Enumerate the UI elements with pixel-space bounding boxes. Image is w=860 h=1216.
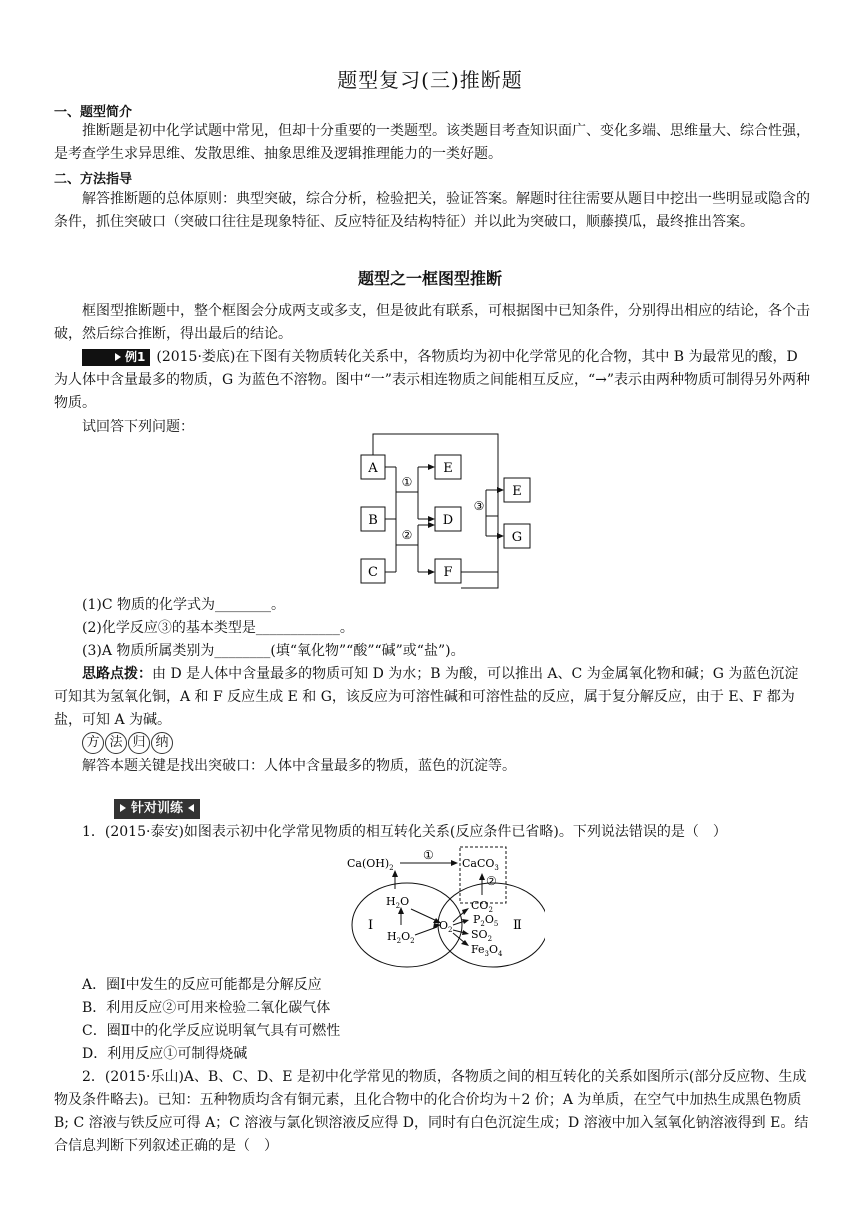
method-char: 归 <box>128 732 150 754</box>
label-p2o5: $P_2O_5$ <box>473 913 499 928</box>
triangle-icon <box>115 353 121 361</box>
example-q2: (2)化学反应③的基本类型是____________。 <box>82 620 354 636</box>
label-reaction-1: ① <box>423 848 434 862</box>
training-banner: 针对训练 <box>114 799 200 819</box>
box-e-right: E <box>512 484 522 499</box>
label-o2: $O_2$ <box>439 919 453 934</box>
page-title: 题型复习(三)推断题 <box>337 68 523 92</box>
method-char: 纳 <box>151 732 173 754</box>
label-h2o2: $H_2O_2$ <box>387 930 415 945</box>
example-prompt: 试回答下列问题： <box>82 419 194 435</box>
q2-stem: 2．(2015·乐山)A、B、C、D、E 是初中化学常见的物质，各物质之间的相互转化的关系如图所示(部分反应物、生成物及条件略去)。已知：五种物质均含有铜元素，且化合物中的化合价均为＋2 价；A 为单质，在空气中加热生成黑色物质 B; C 溶液与铁反应可得 A；C 溶液与氯化钡溶液反应得 D，同时有白色沉淀生成；D 溶液中加入氢氧化钠溶液得到 E。结合信息判断下列叙述正确的是（ ） <box>54 1069 809 1154</box>
intro-paragraph: 框图型推断题中，整个框图会分成两支或多支，但是彼此有联系，可根据图中已知条件，分别得出相应的结论，各个击破，然后综合推断，得出最后的结论。 <box>54 303 810 342</box>
q1-option-a: A．圈Ⅰ中发生的反应可能都是分解反应 <box>82 977 322 993</box>
label-h2o: $H_2O$ <box>386 895 410 910</box>
q1-option-d: D．利用反应①可制得烧碱 <box>82 1046 248 1062</box>
example-paragraph <box>54 346 810 415</box>
box-b: B <box>368 513 378 528</box>
q1-option-c: C．圈Ⅱ中的化学反应说明氧气具有可燃性 <box>82 1023 341 1039</box>
subsection-title: 题型之一框图型推断 <box>357 269 502 288</box>
box-d: D <box>442 513 454 528</box>
label-co2: $CO_2$ <box>471 899 493 914</box>
label-3: ③ <box>473 499 485 513</box>
method-summary-badge <box>82 731 174 754</box>
box-e: E <box>443 461 453 476</box>
example-tag: 例1 <box>82 349 150 366</box>
label-circle-1: Ⅰ <box>368 918 374 933</box>
hint-paragraph <box>54 663 810 732</box>
method-text: 解答本题关键是找出突破口：人体中含量最多的物质，蓝色的沉淀等。 <box>82 758 516 774</box>
label-caco3: CaCO$_3$ <box>462 857 499 872</box>
example-text: (2015·娄底)在下图有关物质转化关系中，各物质均为初中化学常见的化合物，其中 B 为最常见的酸，D 为人体中含量最多的物质，G 为蓝色不溶物。图中“一”表示相连物质之间能相互反应，“→”表示由两种物质可制得另外两种物质。 <box>54 349 810 411</box>
section-heading-method: 二、方法指导 <box>54 172 133 187</box>
triangle-right-icon <box>120 804 126 812</box>
box-g: G <box>511 530 523 545</box>
triangle-left-icon <box>188 804 194 812</box>
box-c: C <box>368 565 378 580</box>
label-2: ② <box>401 528 413 542</box>
method-char: 方 <box>82 732 104 754</box>
q1-stem: 1．(2015·泰安)如图表示初中化学常见物质的相互转化关系(反应条件已省略)。下列说法错误的是（ ） <box>82 824 727 840</box>
section-heading-intro: 一、题型简介 <box>54 105 133 120</box>
method-char: 法 <box>105 732 127 754</box>
label-circle-2: Ⅱ <box>513 918 522 933</box>
q1-option-b: B．利用反应②可用来检验二氧化碳气体 <box>82 1000 331 1016</box>
label-fe3o4: $Fe_3O_4$ <box>471 943 503 958</box>
label-caoh2: $Ca(OH)_2$ <box>347 857 394 872</box>
box-a: A <box>368 461 378 476</box>
box-f: F <box>443 565 453 580</box>
example-q3: (3)A 物质所属类别为________(填“氧化物”“酸”“碱”或“盐”)。 <box>82 643 465 659</box>
section-text-intro: 推断题是初中化学试题中常见，但却十分重要的一类题型。该类题目考查知识面广、变化多端、思维量大、综合性强，是考查学生求异思维、发散思维、抽象思维及逻辑推理能力的一类好题。 <box>54 123 810 162</box>
label-reaction-2: ② <box>486 874 497 888</box>
example-q1: (1)C 物质的化学式为________。 <box>82 597 285 613</box>
venn-diagram <box>345 845 545 970</box>
hint-text: 由 D 是人体中含量最多的物质可知 D 为水；B 为酸，可以推出 A、C 为金属氧化物和碱；G 为蓝色沉淀可知其为氢氧化铜，A 和 F 反应生成 E 和 G，该反应为可溶性碱和可溶性盐的反应，属于复分解反应，由于 E、F 都为盐，可知 A 为碱。 <box>54 666 799 728</box>
section-text-method: 解答推断题的总体原则：典型突破，综合分析，检验把关，验证答案。解题时往往需要从题目中挖出一些明显或隐含的条件，抓住突破口（突破口往往是现象特征、反应特征及结构特征）并以此为突破口，顺藤摸瓜，最终推出答案。 <box>54 191 810 230</box>
label-so2: $SO_2$ <box>471 928 493 943</box>
flowchart-diagram <box>350 428 550 598</box>
hint-label: 思路点拨： <box>82 666 152 682</box>
label-1: ① <box>401 475 413 489</box>
